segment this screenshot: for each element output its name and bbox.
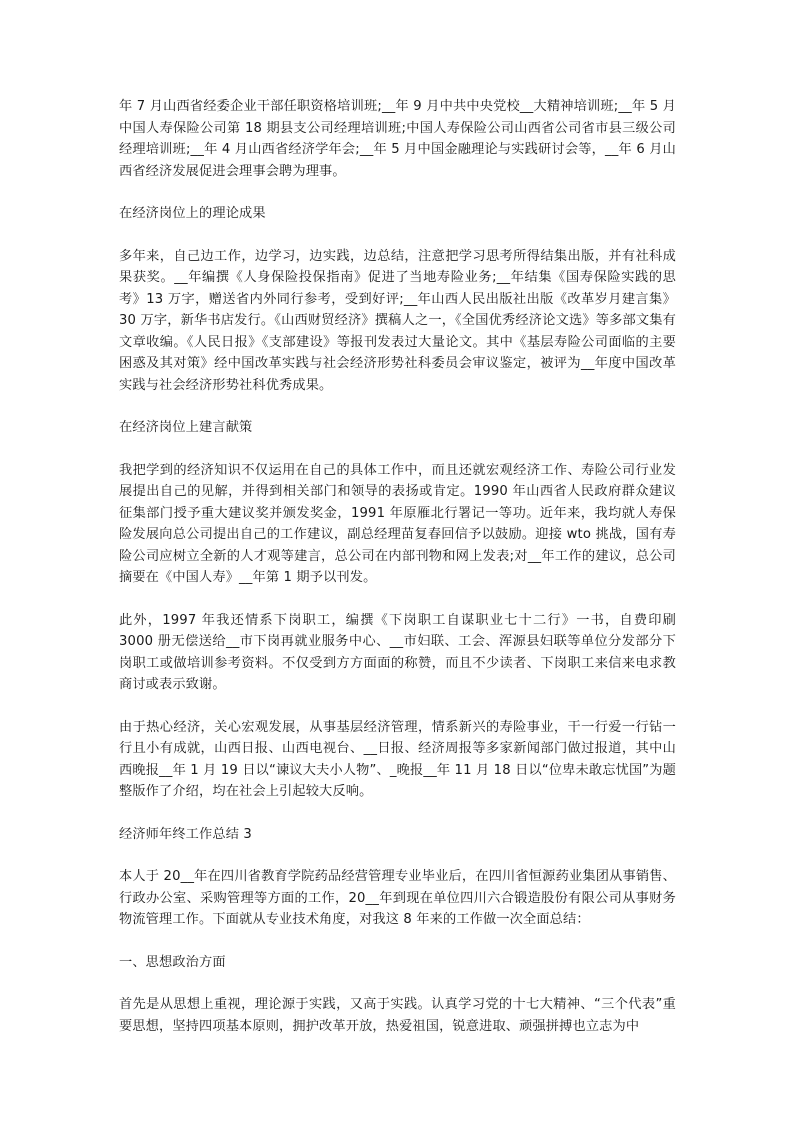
document-page [119, 96, 676, 1058]
paragraph-theory-results: 多年来，自己边工作，边学习，边实践，边总结，注意把学习思考所得结集出版，并有社科成果获奖。__年编撰《人身保险投保指南》促进了当地寿险业务;__年结集《国寿保险实践的思考》13 万字，赠送省内外同行参考，受到好评;__年山西人民出版社出版《改革岁月建言集》30 万字，新华书店发行。《山西财贸经济》撰稿人之一，《全国优秀经济论文选》等多部文集有文章收编。《人民日报》《支部建设》等报刊发表过大量论文。其中《基层寿险公司面临的主要困惑及其对策》经中国改革实践与社会经济形势社科委员会审议鉴定，被评为__年度中国改革实践与社会经济形势社科优秀成果。 [119, 248, 676, 393]
heading-suggestions: 在经济岗位上建言献策 [119, 420, 253, 435]
heading-summary-3: 经济师年终工作总结 3 [119, 826, 252, 842]
paragraph-media-coverage: 由于热心经济，关心宏观发展，从事基层经济管理，情系新兴的寿险事业，干一行爱一行钻一行且小有成就，山西日报、山西电视台、__日报、经济周报等多家新闻部门做过报道，其中山西晚报__年 1 月 19 日以“谏议大夫小人物”、_晚报__年 11 月 18 日以“位卑未敢忘忧国”为题整版作了介绍，均在社会上引起较大反响。 [119, 719, 676, 799]
heading-theory-results: 在经济岗位上的理论成果 [119, 206, 266, 221]
heading-political: 一、思想政治方面 [119, 954, 226, 970]
paragraph-training-history: 年 7 月山西省经委企业干部任职资格培训班;__年 9 月中共中央党校__大精神培训班;__年 5 月中国人寿保险公司第 18 期县支公司经理培训班;中国人寿保险公司山西省公司省市县三级公司经理培训班;__年 4 月山西省经济学年会;__年 5 月中国金融理论与实践研讨会等，__年 6 月山西省经济发展促进会理事会聘为理事。 [119, 99, 676, 179]
paragraph-political: 首先是从思想上重视，理论源于实践，又高于实践。认真学习党的十七大精神、“三个代表”重要思想，坚持四项基本原则，拥护改革开放，热爱祖国，锐意进取、顽强拼搏也立志为中 [119, 997, 676, 1034]
paragraph-laid-off-workers: 此外，1997 年我还情系下岗职工，编撰《下岗职工自谋职业七十二行》一书，自费印刷 3000 册无偿送给__市下岗再就业服务中心、__市妇联、工会、浑源县妇联等单位分发部分下岗职工或做培训参考资料。不仅受到方方面面的称赞，而且不少读者、下岗职工来信来电求教商讨或表示致谢。 [119, 612, 676, 692]
paragraph-summary-intro: 本人于 20__年在四川省教育学院药品经营管理专业毕业后，在四川省恒源药业集团从事销售、行政办公室、采购管理等方面的工作，20__年到现在单位四川六合锻造股份有限公司从事财务物流管理工作。下面就从专业技术角度，对我这 8 年来的工作做一次全面总结： [119, 869, 676, 927]
paragraph-suggestions: 我把学到的经济知识不仅运用在自己的具体工作中，而且还就宏观经济工作、寿险公司行业发展提出自己的见解，并得到相关部门和领导的表扬或肯定。1990 年山西省人民政府群众建议征集部门授予重大建议奖并颁发奖金，1991 年原雁北行署记一等功。近年来，我均就人寿保险发展向总公司提出自己的工作建议，副总经理苗复春回信予以鼓励。迎接 wto 挑战，国有寿险公司应树立全新的人才观等建言，总公司在内部刊物和网上发表;对__年工作的建议，总公司摘要在《中国人寿》__年第 1 期予以刊发。 [119, 462, 676, 585]
